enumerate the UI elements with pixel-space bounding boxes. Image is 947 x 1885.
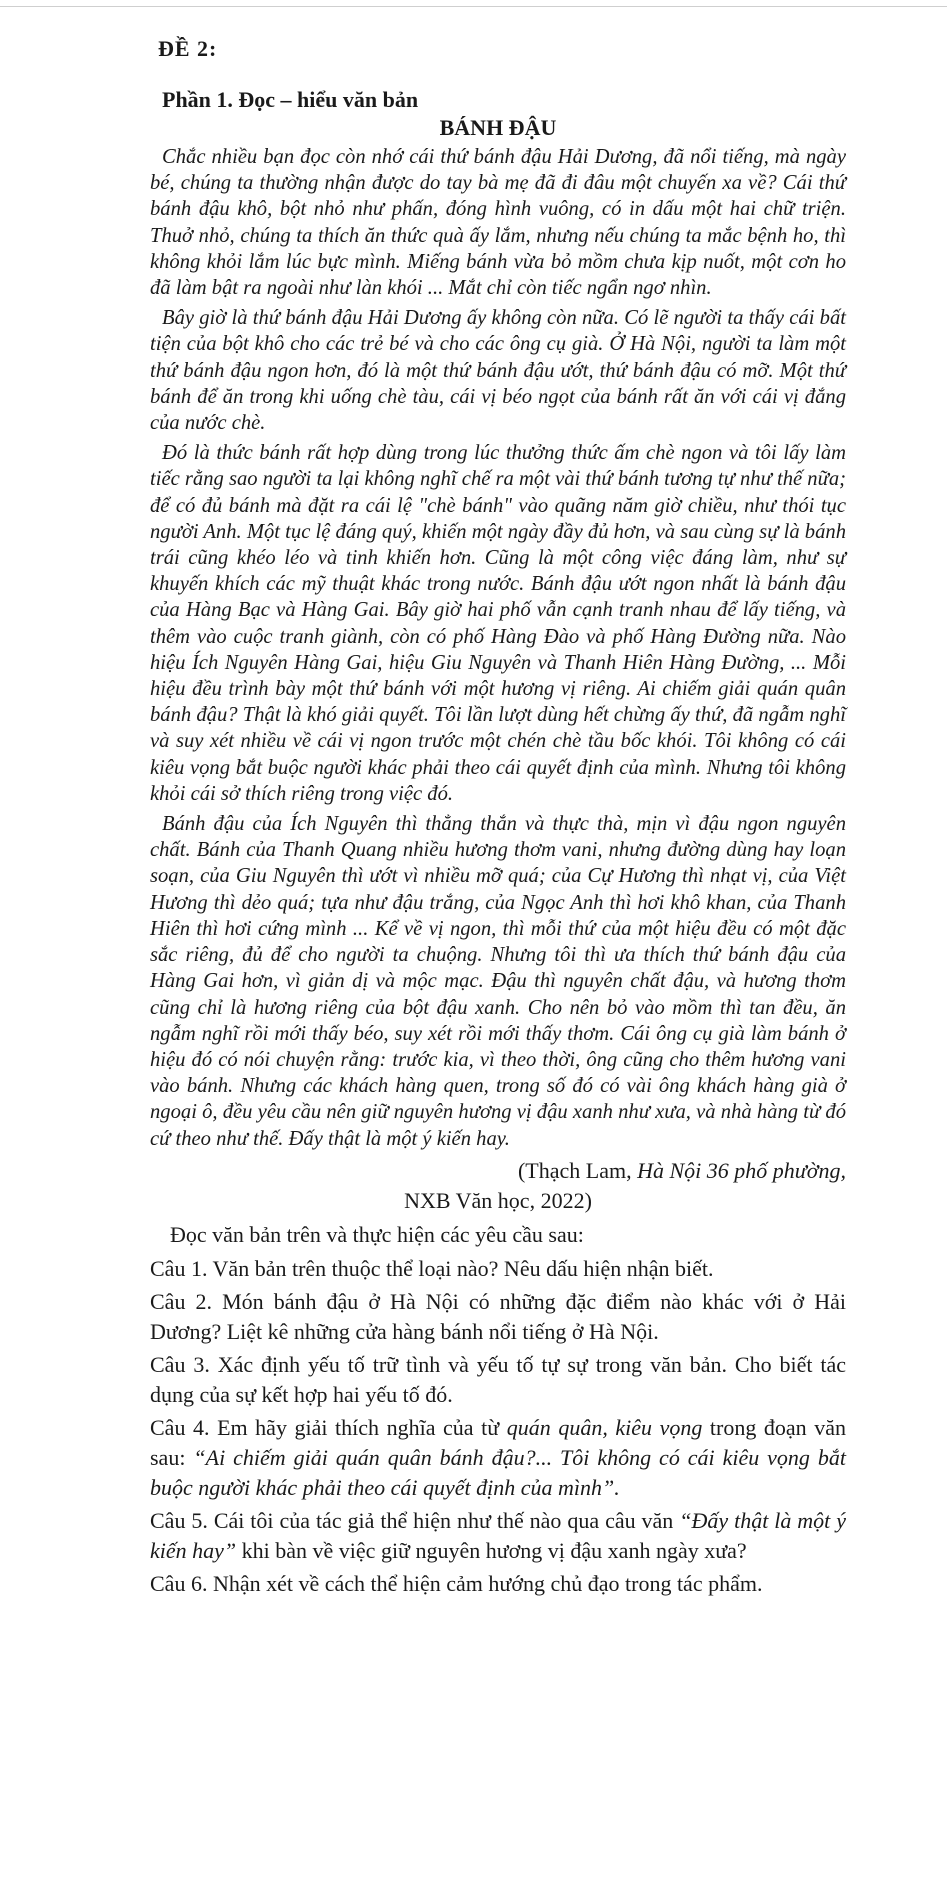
question-4-lead: Câu 4. Em hãy giải thích nghĩa của từ xyxy=(150,1414,507,1440)
story-title: BÁNH ĐẬU xyxy=(439,115,557,140)
source-citation-line-1 xyxy=(150,1156,846,1186)
question-5 xyxy=(150,1506,846,1566)
story-paragraph-4: Bánh đậu của Ích Nguyên thì thẳng thắn và thực thà, mịn vì đậu ngon nguyên chất. Bánh của Thanh Quang nhiều hương thơm vani, nhưng đường dùng hay loạn soạn, của Giu Nguyên thì ướt vì nhiều mỡ quá; của Cự Hương thì nhạt vị, của Việt Hương thì dẻo quá; tựa như đậu trắng, của Ngọc Anh thì hơi khô khan, của Thanh Hiên thì hơi cứng mình ... Kể về vị ngon, thì mỗi thứ của một hiệu đều có một đặc sắc riêng, đủ để cho người ta chuộng. Nhưng tôi thì ưa thích thứ bánh đậu của Hàng Gai hơn, vì giản dị và mộc mạc. Đậu thì nguyên chất đậu, và hương thơm cũng chỉ là hương riêng của bột đậu xanh. Cho nên bỏ vào mồm thì tan đều, ăn ngẫm nghĩ rồi mới thấy béo, suy xét rồi mới thấy thơm. Cái ông cụ già làm bánh ở hiệu đó có nói chuyện rằng: trước kia, vì theo thời, ông cũng cho thêm hương vani vào bánh. Nhưng các khách hàng quen, trong số đó có vài ông khách hàng già ở ngoại ô, đều yêu cầu nên giữ nguyên hương vị đậu xanh như xưa, và nhà hàng từ đó cứ theo như thế. Đấy thật là một ý kiến hay. xyxy=(150,813,846,1150)
question-6: Câu 6. Nhận xét về cách thể hiện cảm hướng chủ đạo trong tác phẩm. xyxy=(150,1570,763,1596)
story-paragraph-3: Đó là thức bánh rất hợp dùng trong lúc thưởng thức ấm chè ngon và tôi lấy làm tiếc rằng sao người ta lại không nghĩ chế ra một vài thứ bánh tương tự như thế nữa; để có đủ bánh mà đặt ra cái lệ "chè bánh" vào quãng năm giờ chiều, như thói tục người Anh. Một tục lệ đáng quý, khiến một ngày đầy đủ hơn, và sau cùng sự là bánh trái cũng khéo léo và tinh khiến hơn. Cũng là một công việc đáng làm, như sự khuyến khích các mỹ thuật khác trong nước. Bánh đậu ướt ngon nhất là bánh đậu của Hàng Bạc và Hàng Gai. Bây giờ hai phố vẫn cạnh tranh nhau để lấy tiếng, và thêm vào cuộc tranh giành, còn có phố Hàng Đào và phố Hàng Đường nữa. Nào hiệu Ích Nguyên Hàng Gai, hiệu Giu Nguyên và Thanh Hiên Hàng Đường, ... Mỗi hiệu đều trình bày một thứ bánh với một hương vị riêng. Ai chiếm giải quán quân bánh đậu? Thật là khó giải quyết. Tôi lần lượt dùng hết chừng ấy thứ, đã ngẫm nghĩ và suy xét nhiều về cái vị ngon trước một chén chè tầu bốc khói. Tôi không có cái kiêu vọng bắt buộc người khác phải theo cái quyết định của mình. Nhưng tôi không khỏi cái sở thích riêng trong việc đó. xyxy=(150,442,846,805)
story-paragraph-2: Bây giờ là thứ bánh đậu Hải Dương ấy không còn nữa. Có lẽ người ta thấy cái bất tiện của bột khô cho các trẻ bé và cho các ông cụ già. Ở Hà Nội, người ta làm một thứ bánh đậu ngon hơn, đó là một thứ bánh đậu ướt, thứ bánh đậu có mỡ. Một thứ bánh để ăn trong khi uống chè tàu, cái vị béo ngọt của bánh rất ăn với cái vị đắng của nước chè. xyxy=(150,307,846,435)
question-4-quote: “Ai chiếm giải quán quân bánh đậu?... Tôi không có cái kiêu vọng bắt buộc người khác phải theo cái quyết định của mình”. xyxy=(150,1444,846,1500)
source-work-title: Hà Nội 36 phố phường, xyxy=(637,1157,846,1183)
question-5-quote: “Đấy thật là một ý kiến hay” xyxy=(150,1507,846,1563)
question-4-mid: trong đoạn văn sau: xyxy=(150,1414,846,1470)
question-3: Câu 3. Xác định yếu tố trữ tình và yếu tố tự sự trong văn bản. Cho biết tác dụng của sự kết hợp hai yếu tố đó. xyxy=(150,1351,846,1407)
question-5-lead: Câu 5. Cái tôi của tác giả thể hiện như thế nào qua câu văn xyxy=(150,1507,680,1533)
cut-off-heading-text: ĐỀ 2: xyxy=(158,36,218,61)
page-top-border xyxy=(0,6,947,7)
question-4-terms: quán quân, kiêu vọng xyxy=(506,1414,703,1440)
instructions: Đọc văn bản trên và thực hiện các yêu cầu sau: xyxy=(170,1221,584,1247)
question-4 xyxy=(150,1413,846,1503)
document-page xyxy=(150,86,846,1602)
source-citation-line-2: NXB Văn học, 2022) xyxy=(404,1187,592,1213)
source-author: (Thạch Lam, xyxy=(517,1157,638,1183)
cut-off-heading xyxy=(158,36,218,62)
section-title: Phần 1. Đọc – hiểu văn bản xyxy=(162,87,419,112)
question-1: Câu 1. Văn bản trên thuộc thể loại nào? Nêu dấu hiện nhận biết. xyxy=(150,1255,714,1281)
question-5-tail: khi bàn về việc giữ nguyên hương vị đậu xanh ngày xưa? xyxy=(236,1537,747,1563)
question-2: Câu 2. Món bánh đậu ở Hà Nội có những đặc điểm nào khác với ở Hải Dương? Liệt kê những cửa hàng bánh nổi tiếng ở Hà Nội. xyxy=(150,1288,846,1344)
story-paragraph-1: Chắc nhiều bạn đọc còn nhớ cái thứ bánh đậu Hải Dương, đã nổi tiếng, mà ngày bé, chúng ta thường nhận được do tay bà mẹ đã đi đâu một chuyến xa về? Cái thứ bánh đậu khô, bột nhỏ như phấn, đóng hình vuông, có in dấu một hai chữ triện. Thuở nhỏ, chúng ta thích ăn thức quà ấy lắm, nhưng nếu chúng ta mắc bệnh ho, thì không khỏi lắm lúc bực mình. Miếng bánh vừa bỏ mồm chưa kịp nuốt, một cơn ho đã làm bật ra ngoài như làn khói ... Mắt chỉ còn tiếc ngẩn ngơ nhìn. xyxy=(150,146,846,300)
